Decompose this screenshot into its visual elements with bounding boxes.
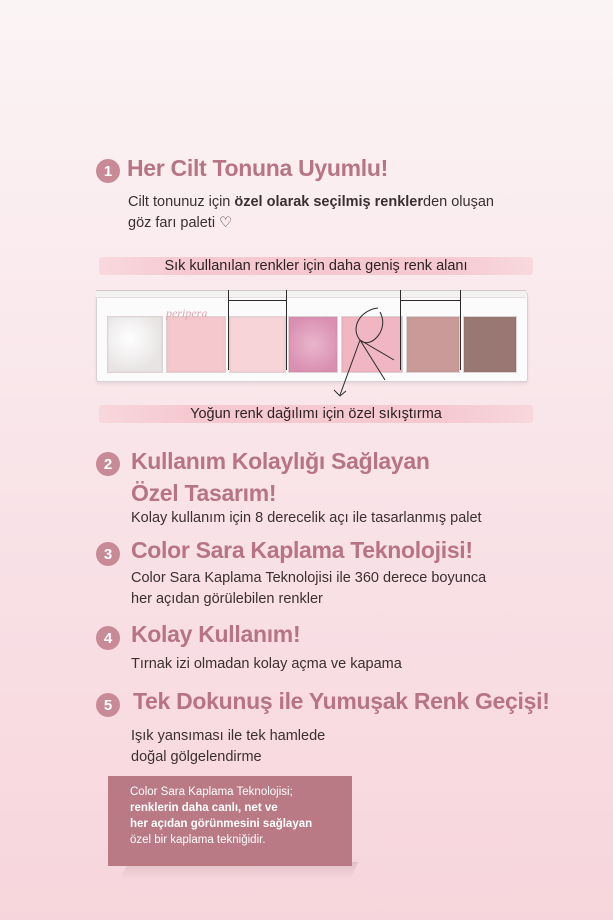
tag-line2: renklerin daha canlı, net ve (130, 802, 278, 814)
section4-description: Tırnak izi olmadan kolay açma ve kapama (131, 656, 402, 672)
section1-desc-bold: özel olarak seçilmiş renkler (234, 194, 423, 210)
brand-logo: peripera (166, 306, 208, 320)
step-number-4: 4 (96, 626, 120, 650)
section1-description (128, 192, 548, 234)
section1-desc-suffix: den oluşan (423, 194, 494, 210)
palette-top-band: Sık kullanılan renkler için daha geniş renk alanı (99, 257, 533, 275)
compression-arrow-icon (330, 300, 410, 405)
pan-6 (406, 316, 460, 373)
section3-description (131, 568, 486, 610)
pan-2 (166, 316, 226, 373)
section1-title: Her Cilt Tonuna Uyumlu! (127, 155, 389, 181)
section2-title-line1: Kullanım Kolaylığı Sağlayan (131, 448, 430, 474)
section1-desc-line2: göz farı paleti ♡ (128, 215, 233, 231)
info-tag (108, 776, 352, 866)
pan-3 (229, 316, 286, 373)
guide-line (228, 290, 229, 370)
guide-line (286, 290, 287, 370)
pan-7 (463, 316, 517, 373)
section3-title: Color Sara Kaplama Teknolojisi! (131, 537, 473, 563)
section3-desc-line1: Color Sara Kaplama Teknolojisi ile 360 derece boyunca (131, 570, 487, 586)
guide-line (228, 300, 286, 301)
palette-lid-edge (96, 290, 526, 298)
palette-bottom-band: Yoğun renk dağılımı için özel sıkıştırma (99, 405, 533, 423)
step-number-5: 5 (96, 693, 120, 717)
step-number-3: 3 (96, 542, 120, 566)
pan-1 (107, 316, 163, 373)
section4-title: Kolay Kullanım! (131, 621, 301, 647)
section2-title-line2: Özel Tasarım! (131, 480, 277, 506)
section5-title: Tek Dokunuş ile Yumuşak Renk Geçişi! (133, 688, 550, 714)
step-number-1: 1 (96, 159, 120, 183)
section5-desc-line2: doğal gölgelendirme (131, 749, 262, 765)
section3-desc-line2: her açıdan görülebilen renkler (131, 591, 323, 607)
section1-desc-prefix: Cilt tonunuz için (128, 194, 235, 210)
step-number-2: 2 (96, 452, 120, 476)
section2-description: Kolay kullanım için 8 derecelik açı ile tasarlanmış palet (131, 510, 482, 526)
section5-description (131, 726, 325, 768)
tag-line3: her açıdan görünmesini sağlayan (130, 818, 313, 830)
section5-desc-line1: Işık yansıması ile tek hamlede (131, 728, 326, 744)
tag-line4: özel bir kaplama tekniğidir. (130, 834, 266, 846)
tag-line1: Color Sara Kaplama Teknolojisi; (130, 786, 293, 798)
guide-line (460, 290, 461, 370)
